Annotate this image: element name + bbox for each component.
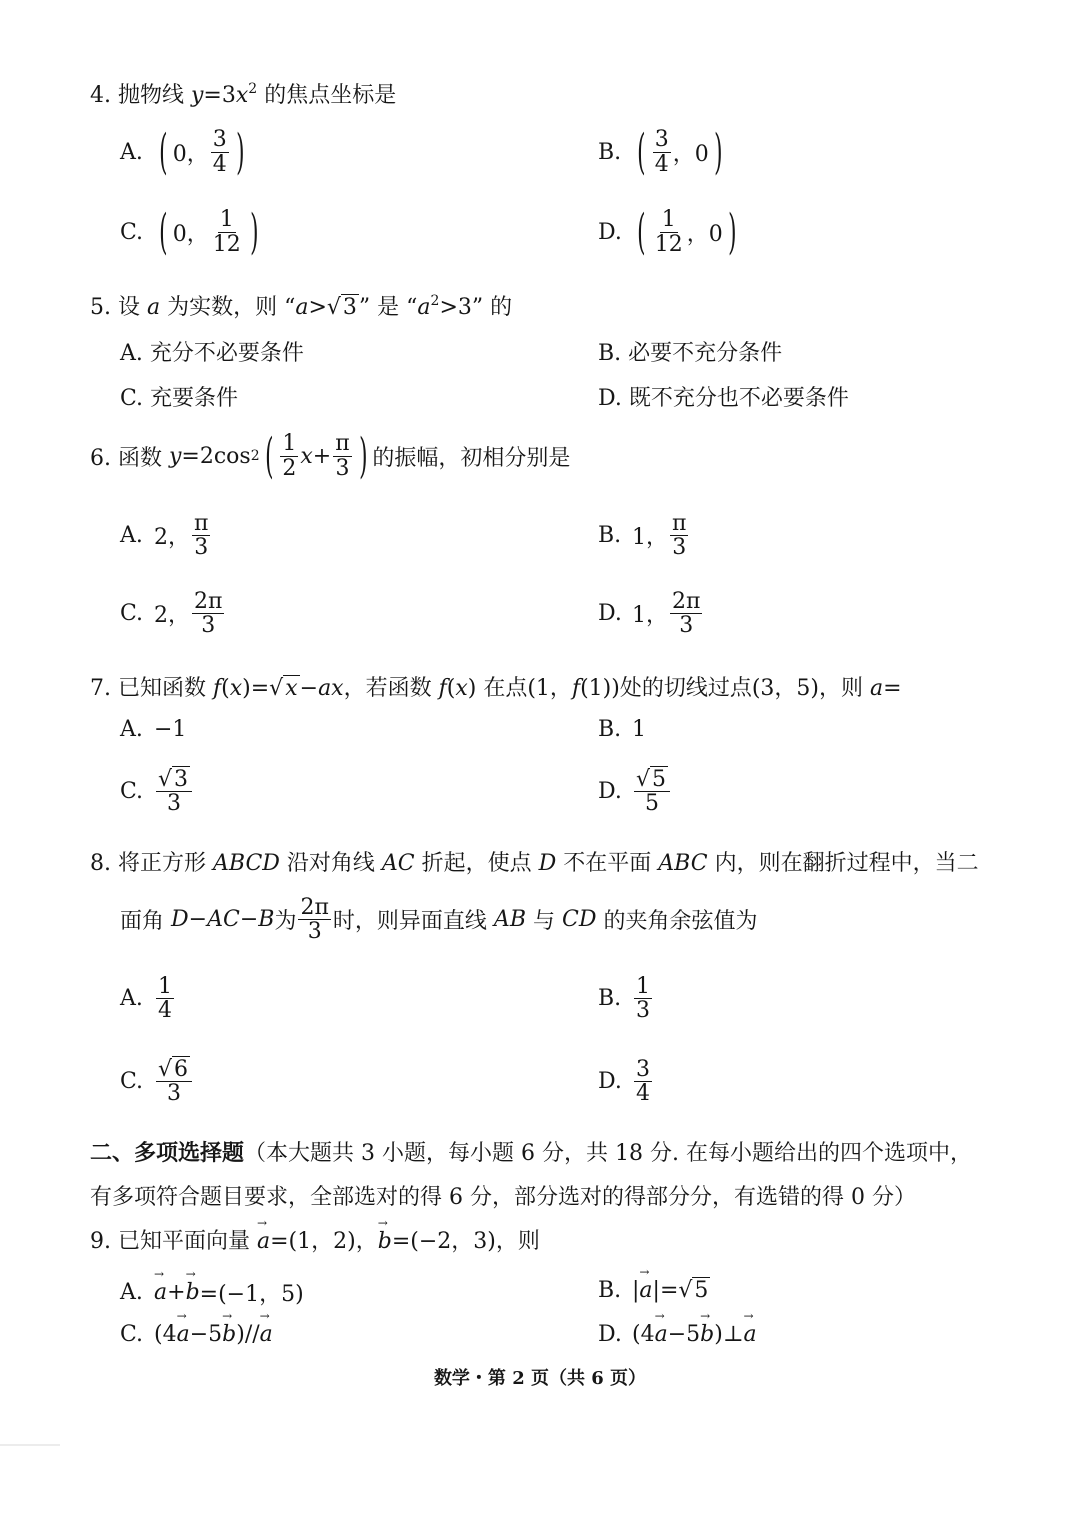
question-4-option-c[interactable]: C. ( 0， $\frac{1}{12}$ )	[120, 204, 259, 260]
question-8-option-b[interactable]: B. $\frac{1}{3}$	[598, 974, 650, 1024]
question-9-option-b[interactable]: B. | → a |=√ 5	[598, 1277, 710, 1303]
question-9-option-a[interactable]: A. → a + → b =(−1，5)	[120, 1277, 304, 1308]
question-4-stem: 4. 抛物线 $y=3x^2$ 的焦点坐标是	[90, 81, 397, 108]
question-9-option-d[interactable]: D. (4 → a −5 → b )⊥ → a	[598, 1322, 757, 1347]
question-7-option-a[interactable]: A. −1	[120, 717, 187, 742]
question-5-option-a[interactable]: A. 充分不必要条件	[120, 341, 304, 366]
scan-mark	[0, 1444, 60, 1446]
question-7-stem: 7. 已知函数 f(x)=√x−ax，若函数 f(x) 在点(1，f(1))处的切线过点(3，5)，则 a=	[90, 676, 902, 701]
question-8-stem-line-1: 8. 将正方形 ABCD 沿对角线 AC 折起，使点 D 不在平面 ABC 内，则在翻折过程中，当二	[90, 851, 979, 876]
question-5-option-d[interactable]: D. 既不充分也不必要条件	[598, 386, 849, 411]
question-7-option-d[interactable]: D. $\frac{√5}{5}$	[598, 768, 672, 815]
question-8-option-c[interactable]: C. $\frac{√6}{3}$	[120, 1058, 194, 1105]
question-7-option-c[interactable]: C. $\frac{√3}{3}$	[120, 768, 194, 815]
question-4-option-b[interactable]: B. ( $\frac{3}{4}$ ，0 )	[598, 124, 723, 180]
question-8-option-a[interactable]: A. $\frac{1}{4}$	[120, 974, 172, 1024]
question-9-stem: 9. 已知平面向量 → a=(1，2)，→ b=(−2，3)，则	[90, 1224, 540, 1255]
question-6-option-d[interactable]: D. 1， $\frac{2\pi}{3}$	[598, 589, 701, 639]
question-5-option-c[interactable]: C. 充要条件	[120, 386, 239, 411]
question-4-option-a[interactable]: A. ( 0， $\frac{3}{4}$ )	[120, 124, 245, 180]
question-6-option-a[interactable]: A. 2， $\frac{\pi}{3}$	[120, 511, 209, 561]
section-2-instructions: 有多项符合题目要求，全部选对的得 6 分，部分选对的得部分分，有选错的得 0 分）	[90, 1185, 916, 1210]
question-8-option-d[interactable]: D. $\frac{3}{4}$	[598, 1057, 650, 1107]
question-6-stem: 6. 函数 y =2cos 2 ( $\frac{1}{2}$ x + $\frac{\pi}{3}$ ) 的振幅，初相分别是	[90, 428, 571, 484]
question-4-option-d[interactable]: D. ( $\frac{1}{12}$ ，0 )	[598, 204, 737, 260]
question-6-option-c[interactable]: C. 2， $\frac{2\pi}{3}$	[120, 589, 223, 639]
question-7-option-b[interactable]: B. 1	[598, 717, 646, 742]
question-6-option-b[interactable]: B. 1， $\frac{\pi}{3}$	[598, 511, 687, 561]
section-2-heading: 二、多项选择题（本大题共 3 小题，每小题 6 分，共 18 分. 在每小题给出的四个选项中，	[90, 1140, 972, 1166]
question-8-stem-line-2: 面角 D − AC − B 为 $\frac{2\pi}{3}$ 时，则异面直线 AB 与 CD 的夹角余弦值为	[120, 895, 758, 945]
page-footer: 数学・第 2 页（共 6 页）	[433, 1368, 647, 1389]
question-5-stem: 5. 设 a 为实数，则 “a>√3” 是 “$a^2>3$” 的	[90, 293, 513, 320]
question-9-option-c[interactable]: C. (4 → a −5 → b )// → a	[120, 1322, 273, 1347]
question-5-option-b[interactable]: B. 必要不充分条件	[598, 341, 783, 366]
